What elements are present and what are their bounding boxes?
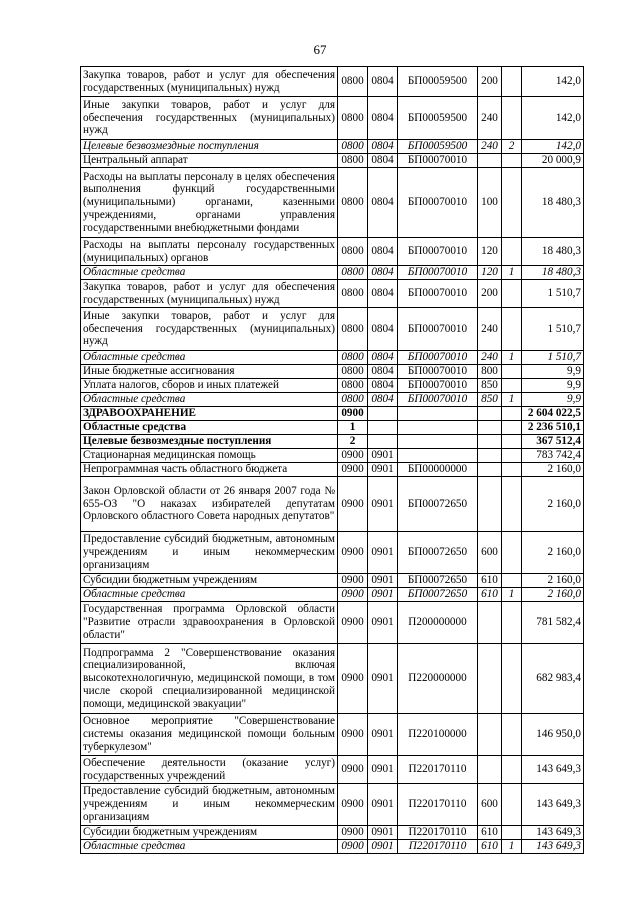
amount-cell: 2 236 510,1 [522, 421, 584, 435]
target-article-code-cell: БП00070010 [398, 393, 478, 407]
amount-cell: 20 000,9 [522, 154, 584, 168]
subsection-code-cell: 0804 [368, 238, 398, 266]
item-name-cell: Закон Орловской области от 26 января 2007 года № 655-ОЗ "О наказах избирателей депутатам Орловского областного Совета народных депутатов" [81, 477, 338, 532]
subsection-code-cell: 0901 [368, 714, 398, 756]
section-code-cell: 0900 [338, 407, 368, 421]
expense-type-code-cell: 240 [478, 308, 502, 351]
expense-type-code-cell: 600 [478, 532, 502, 574]
expense-type-code-cell: 850 [478, 379, 502, 393]
subsection-code-cell: 0804 [368, 379, 398, 393]
funding-source-code-cell: 2 [502, 140, 522, 154]
subsection-code-cell: 0804 [368, 393, 398, 407]
table-row [81, 644, 584, 714]
amount-cell: 142,0 [522, 97, 584, 140]
funding-source-code-cell [502, 477, 522, 532]
subsection-code-cell: 0804 [368, 266, 398, 280]
item-name-cell: Областные средства [81, 393, 338, 407]
amount-cell: 1 510,7 [522, 280, 584, 308]
target-article-code-cell: БП00070010 [398, 238, 478, 266]
table-row [81, 449, 584, 463]
section-code-cell: 0800 [338, 266, 368, 280]
subsection-code-cell: 0804 [368, 280, 398, 308]
item-name-cell: Государственная программа Орловской области "Развитие отрасли здравоохранения в Орловской области" [81, 602, 338, 644]
subsection-code-cell: 0804 [368, 365, 398, 379]
funding-source-code-cell [502, 826, 522, 840]
table-row [81, 351, 584, 365]
amount-cell: 143 649,3 [522, 756, 584, 784]
section-code-cell: 1 [338, 421, 368, 435]
target-article-code-cell: БП00000000 [398, 463, 478, 477]
expense-type-code-cell [478, 435, 502, 449]
item-name-cell: Основное мероприятие "Совершенствование системы оказания медицинской помощи больным туберкулезом" [81, 714, 338, 756]
subsection-code-cell: 0901 [368, 756, 398, 784]
item-name-cell: ЗДРАВООХРАНЕНИЕ [81, 407, 338, 421]
funding-source-code-cell [502, 714, 522, 756]
target-article-code-cell: БП00072650 [398, 588, 478, 602]
target-article-code-cell: БП00072650 [398, 532, 478, 574]
section-code-cell: 0900 [338, 477, 368, 532]
section-code-cell: 2 [338, 435, 368, 449]
target-article-code-cell [398, 421, 478, 435]
subsection-code-cell: 0901 [368, 784, 398, 826]
expense-type-code-cell: 100 [478, 168, 502, 238]
expense-type-code-cell [478, 449, 502, 463]
target-article-code-cell: БП00072650 [398, 574, 478, 588]
section-code-cell: 0800 [338, 154, 368, 168]
section-code-cell: 0900 [338, 449, 368, 463]
amount-cell: 18 480,3 [522, 238, 584, 266]
table-row [81, 97, 584, 140]
amount-cell: 1 510,7 [522, 351, 584, 365]
target-article-code-cell: П200000000 [398, 602, 478, 644]
funding-source-code-cell [502, 574, 522, 588]
item-name-cell: Закупка товаров, работ и услуг для обеспечения государственных (муниципальных) нужд [81, 67, 338, 97]
section-code-cell: 0900 [338, 644, 368, 714]
amount-cell: 1 510,7 [522, 308, 584, 351]
subsection-code-cell: 0901 [368, 532, 398, 574]
target-article-code-cell: БП00059500 [398, 97, 478, 140]
amount-cell: 2 604 022,5 [522, 407, 584, 421]
section-code-cell: 0800 [338, 351, 368, 365]
item-name-cell: Иные закупки товаров, работ и услуг для обеспечения государственных (муниципальных) нужд [81, 97, 338, 140]
expense-type-code-cell: 120 [478, 266, 502, 280]
subsection-code-cell: 0901 [368, 588, 398, 602]
funding-source-code-cell [502, 421, 522, 435]
target-article-code-cell [398, 449, 478, 463]
section-code-cell: 0800 [338, 379, 368, 393]
funding-source-code-cell: 1 [502, 393, 522, 407]
target-article-code-cell: БП00070010 [398, 266, 478, 280]
table-row [81, 154, 584, 168]
table-row [81, 714, 584, 756]
table-row [81, 266, 584, 280]
amount-cell: 143 649,3 [522, 840, 584, 854]
amount-cell: 2 160,0 [522, 574, 584, 588]
amount-cell: 142,0 [522, 140, 584, 154]
expense-type-code-cell: 610 [478, 826, 502, 840]
subsection-code-cell: 0901 [368, 463, 398, 477]
item-name-cell: Подпрограмма 2 "Совершенствование оказания специализированной, включая высокотехнологичную, медицинской помощи, в том числе скорой специализированной медицинской помощи, медицинской эвакуации" [81, 644, 338, 714]
subsection-code-cell: 0901 [368, 602, 398, 644]
expense-type-code-cell: 610 [478, 840, 502, 854]
target-article-code-cell: П220170110 [398, 826, 478, 840]
amount-cell: 781 582,4 [522, 602, 584, 644]
expense-type-code-cell [478, 714, 502, 756]
item-name-cell: Предоставление субсидий бюджетным, автономным учреждениям и иным некоммерческим организациям [81, 784, 338, 826]
expense-type-code-cell [478, 463, 502, 477]
table-row [81, 435, 584, 449]
target-article-code-cell: БП00070010 [398, 308, 478, 351]
target-article-code-cell: П220100000 [398, 714, 478, 756]
subsection-code-cell: 0901 [368, 449, 398, 463]
item-name-cell: Целевые безвозмездные поступления [81, 140, 338, 154]
item-name-cell: Предоставление субсидий бюджетным, автономным учреждениям и иным некоммерческим организациям [81, 532, 338, 574]
budget-table [80, 66, 584, 854]
item-name-cell: Закупка товаров, работ и услуг для обеспечения государственных (муниципальных) нужд [81, 280, 338, 308]
funding-source-code-cell: 1 [502, 351, 522, 365]
funding-source-code-cell [502, 308, 522, 351]
amount-cell: 682 983,4 [522, 644, 584, 714]
target-article-code-cell: БП00059500 [398, 140, 478, 154]
funding-source-code-cell [502, 168, 522, 238]
funding-source-code-cell [502, 532, 522, 574]
item-name-cell: Областные средства [81, 840, 338, 854]
section-code-cell: 0800 [338, 393, 368, 407]
amount-cell: 18 480,3 [522, 266, 584, 280]
target-article-code-cell: БП00070010 [398, 154, 478, 168]
subsection-code-cell: 0804 [368, 67, 398, 97]
section-code-cell: 0800 [338, 168, 368, 238]
expense-type-code-cell: 800 [478, 365, 502, 379]
amount-cell: 143 649,3 [522, 826, 584, 840]
expense-type-code-cell [478, 154, 502, 168]
expense-type-code-cell: 200 [478, 280, 502, 308]
section-code-cell: 0900 [338, 588, 368, 602]
expense-type-code-cell: 850 [478, 393, 502, 407]
funding-source-code-cell [502, 97, 522, 140]
section-code-cell: 0800 [338, 365, 368, 379]
amount-cell: 2 160,0 [522, 532, 584, 574]
amount-cell: 9,9 [522, 393, 584, 407]
item-name-cell: Расходы на выплаты персоналу государственных (муниципальных) органов [81, 238, 338, 266]
funding-source-code-cell [502, 238, 522, 266]
table-row [81, 407, 584, 421]
item-name-cell: Субсидии бюджетным учреждениям [81, 574, 338, 588]
target-article-code-cell: П220170110 [398, 756, 478, 784]
section-code-cell: 0800 [338, 97, 368, 140]
table-row [81, 463, 584, 477]
amount-cell: 2 160,0 [522, 588, 584, 602]
expense-type-code-cell: 600 [478, 784, 502, 826]
subsection-code-cell: 0901 [368, 826, 398, 840]
expense-type-code-cell [478, 756, 502, 784]
target-article-code-cell: БП00070010 [398, 280, 478, 308]
target-article-code-cell: П220170110 [398, 784, 478, 826]
section-code-cell: 0800 [338, 308, 368, 351]
item-name-cell: Иные бюджетные ассигнования [81, 365, 338, 379]
amount-cell: 9,9 [522, 365, 584, 379]
amount-cell: 2 160,0 [522, 477, 584, 532]
expense-type-code-cell: 610 [478, 574, 502, 588]
subsection-code-cell: 0804 [368, 308, 398, 351]
item-name-cell: Субсидии бюджетным учреждениям [81, 826, 338, 840]
table-row [81, 826, 584, 840]
target-article-code-cell: БП00059500 [398, 67, 478, 97]
budget-table-body [81, 67, 584, 854]
section-code-cell: 0900 [338, 602, 368, 644]
item-name-cell: Непрограммная часть областного бюджета [81, 463, 338, 477]
expense-type-code-cell: 240 [478, 97, 502, 140]
target-article-code-cell: П220000000 [398, 644, 478, 714]
item-name-cell: Областные средства [81, 351, 338, 365]
target-article-code-cell: БП00070010 [398, 351, 478, 365]
item-name-cell: Расходы на выплаты персоналу в целях обеспечения выполнения функций государственными (муниципальными) органами, казенными учреждениями, органами управления государственными внебюджетными фондами [81, 168, 338, 238]
table-row [81, 238, 584, 266]
table-row [81, 602, 584, 644]
subsection-code-cell: 0901 [368, 574, 398, 588]
subsection-code-cell: 0901 [368, 644, 398, 714]
expense-type-code-cell: 120 [478, 238, 502, 266]
subsection-code-cell: 0804 [368, 351, 398, 365]
table-row [81, 532, 584, 574]
page-number: 67 [313, 42, 327, 57]
section-code-cell: 0800 [338, 140, 368, 154]
funding-source-code-cell [502, 407, 522, 421]
item-name-cell: Целевые безвозмездные поступления [81, 435, 338, 449]
funding-source-code-cell [502, 449, 522, 463]
item-name-cell: Областные средства [81, 266, 338, 280]
subsection-code-cell: 0804 [368, 154, 398, 168]
table-row [81, 756, 584, 784]
target-article-code-cell: БП00070010 [398, 365, 478, 379]
table-row [81, 784, 584, 826]
subsection-code-cell [368, 421, 398, 435]
section-code-cell: 0900 [338, 826, 368, 840]
table-row [81, 574, 584, 588]
item-name-cell: Стационарная медицинская помощь [81, 449, 338, 463]
funding-source-code-cell: 1 [502, 840, 522, 854]
funding-source-code-cell [502, 463, 522, 477]
funding-source-code-cell [502, 379, 522, 393]
amount-cell: 146 950,0 [522, 714, 584, 756]
table-row [81, 477, 584, 532]
funding-source-code-cell [502, 365, 522, 379]
section-code-cell: 0900 [338, 574, 368, 588]
subsection-code-cell: 0804 [368, 140, 398, 154]
item-name-cell: Обеспечение деятельности (оказание услуг) государственных учреждений [81, 756, 338, 784]
target-article-code-cell: П220170110 [398, 840, 478, 854]
table-row [81, 168, 584, 238]
funding-source-code-cell [502, 280, 522, 308]
funding-source-code-cell [502, 602, 522, 644]
amount-cell: 9,9 [522, 379, 584, 393]
expense-type-code-cell [478, 407, 502, 421]
subsection-code-cell: 0804 [368, 97, 398, 140]
amount-cell: 2 160,0 [522, 463, 584, 477]
section-code-cell: 0900 [338, 463, 368, 477]
funding-source-code-cell [502, 67, 522, 97]
funding-source-code-cell [502, 644, 522, 714]
subsection-code-cell: 0804 [368, 168, 398, 238]
expense-type-code-cell: 200 [478, 67, 502, 97]
section-code-cell: 0900 [338, 714, 368, 756]
expense-type-code-cell [478, 477, 502, 532]
funding-source-code-cell [502, 154, 522, 168]
item-name-cell: Областные средства [81, 588, 338, 602]
section-code-cell: 0800 [338, 67, 368, 97]
amount-cell: 783 742,4 [522, 449, 584, 463]
table-row [81, 379, 584, 393]
section-code-cell: 0800 [338, 238, 368, 266]
funding-source-code-cell [502, 756, 522, 784]
table-row [81, 140, 584, 154]
section-code-cell: 0900 [338, 784, 368, 826]
subsection-code-cell: 0901 [368, 477, 398, 532]
target-article-code-cell [398, 407, 478, 421]
expense-type-code-cell: 240 [478, 351, 502, 365]
expense-type-code-cell: 240 [478, 140, 502, 154]
item-name-cell: Иные закупки товаров, работ и услуг для обеспечения государственных (муниципальных) нужд [81, 308, 338, 351]
section-code-cell: 0900 [338, 840, 368, 854]
target-article-code-cell: БП00072650 [398, 477, 478, 532]
section-code-cell: 0900 [338, 532, 368, 574]
item-name-cell: Центральный аппарат [81, 154, 338, 168]
table-row [81, 280, 584, 308]
section-code-cell: 0900 [338, 756, 368, 784]
amount-cell: 143 649,3 [522, 784, 584, 826]
amount-cell: 18 480,3 [522, 168, 584, 238]
table-row [81, 840, 584, 854]
table-row [81, 308, 584, 351]
funding-source-code-cell: 1 [502, 588, 522, 602]
expense-type-code-cell [478, 421, 502, 435]
expense-type-code-cell: 610 [478, 588, 502, 602]
funding-source-code-cell: 1 [502, 266, 522, 280]
expense-type-code-cell [478, 644, 502, 714]
expense-type-code-cell [478, 602, 502, 644]
table-row [81, 67, 584, 97]
subsection-code-cell: 0901 [368, 840, 398, 854]
section-code-cell: 0800 [338, 280, 368, 308]
amount-cell: 367 512,4 [522, 435, 584, 449]
table-row [81, 421, 584, 435]
table-row [81, 393, 584, 407]
funding-source-code-cell [502, 784, 522, 826]
target-article-code-cell: БП00070010 [398, 379, 478, 393]
item-name-cell: Уплата налогов, сборов и иных платежей [81, 379, 338, 393]
table-row [81, 365, 584, 379]
item-name-cell: Областные средства [81, 421, 338, 435]
amount-cell: 142,0 [522, 67, 584, 97]
target-article-code-cell: БП00070010 [398, 168, 478, 238]
funding-source-code-cell [502, 435, 522, 449]
table-row [81, 588, 584, 602]
subsection-code-cell [368, 407, 398, 421]
subsection-code-cell [368, 435, 398, 449]
target-article-code-cell [398, 435, 478, 449]
